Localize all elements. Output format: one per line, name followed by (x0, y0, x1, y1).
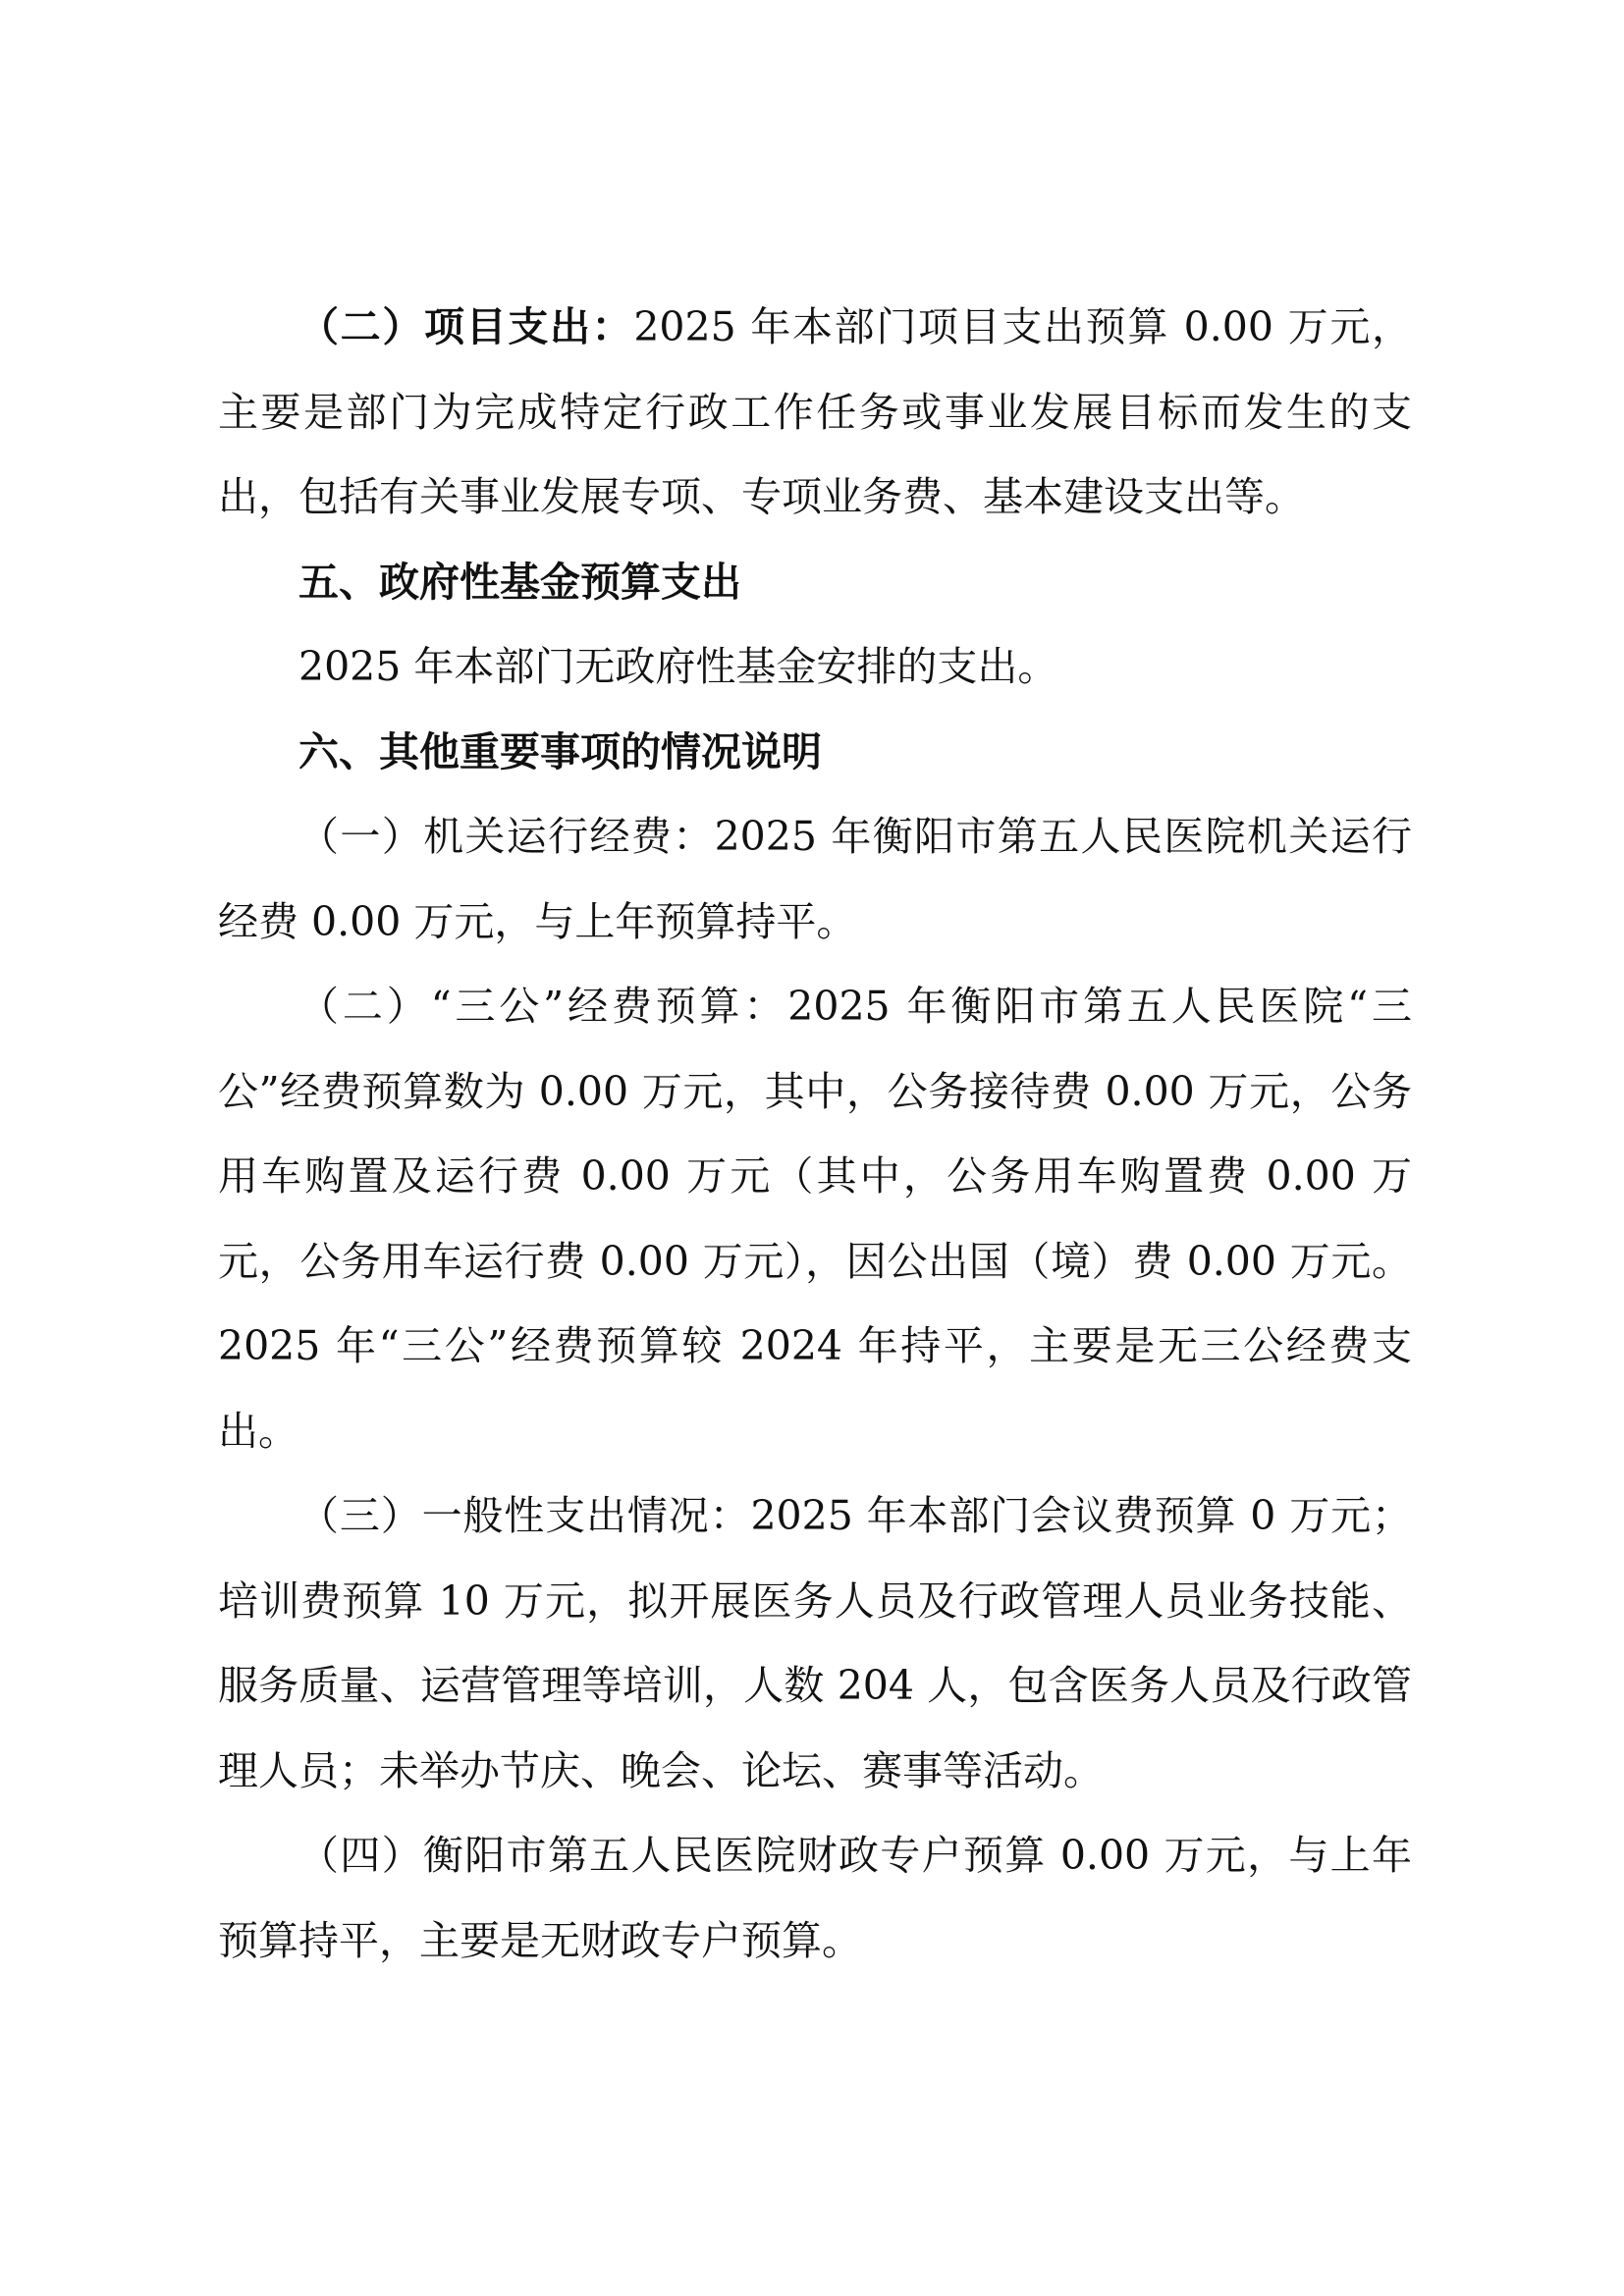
section-heading-other-matters: 六、其他重要事项的情况说明 (298, 727, 822, 775)
paragraph-three-public-expense: （二）“三公”经费预算：2025 年衡阳市第五人民医院“三公”经费预算数为 0.00 万元，其中，公务接待费 0.00 万元，公务用车购置及运行费 0.00 万元（其中，公务用车购置费 0.00 万元，公务用车运行费 0.00 万元），因公出国（境）费 0.00 万元。2025 年“三公”经费预算较 2024 年持平，主要是无三公经费支出。 (218, 983, 1412, 1455)
project-expense-text: 2025 年本部门项目支出预算 0.00 万元，主要是部门为完成特定行政工作任务或事业发展目标而发生的支出，包括有关事业发展专项、专项业务费、基本建设支出等。 (218, 303, 1412, 520)
paragraph-general-expense: （三）一般性支出情况：2025 年本部门会议费预算 0 万元；培训费预算 10 万元，拟开展医务人员及行政管理人员业务技能、服务质量、运营管理等培训，人数 204 人，包含医务人员及行政管理人员；未举办节庆、晚会、论坛、赛事等活动。 (218, 1492, 1412, 1794)
paragraph-operating-expense: （一）机关运行经费：2025 年衡阳市第五人民医院机关运行经费 0.00 万元，与上年预算持平。 (218, 813, 1412, 945)
paragraph-project-expense (218, 285, 1412, 540)
paragraph-gov-fund: 2025 年本部门无政府性基金安排的支出。 (298, 643, 1058, 690)
paragraph-special-account: （四）衡阳市第五人民医院财政专户预算 0.00 万元，与上年预算持平，主要是无财政专户预算。 (218, 1832, 1412, 1964)
section-heading-gov-fund: 五、政府性基金预算支出 (298, 558, 741, 606)
document-body (218, 285, 1412, 1983)
project-expense-label: （二）项目支出： (298, 303, 634, 350)
